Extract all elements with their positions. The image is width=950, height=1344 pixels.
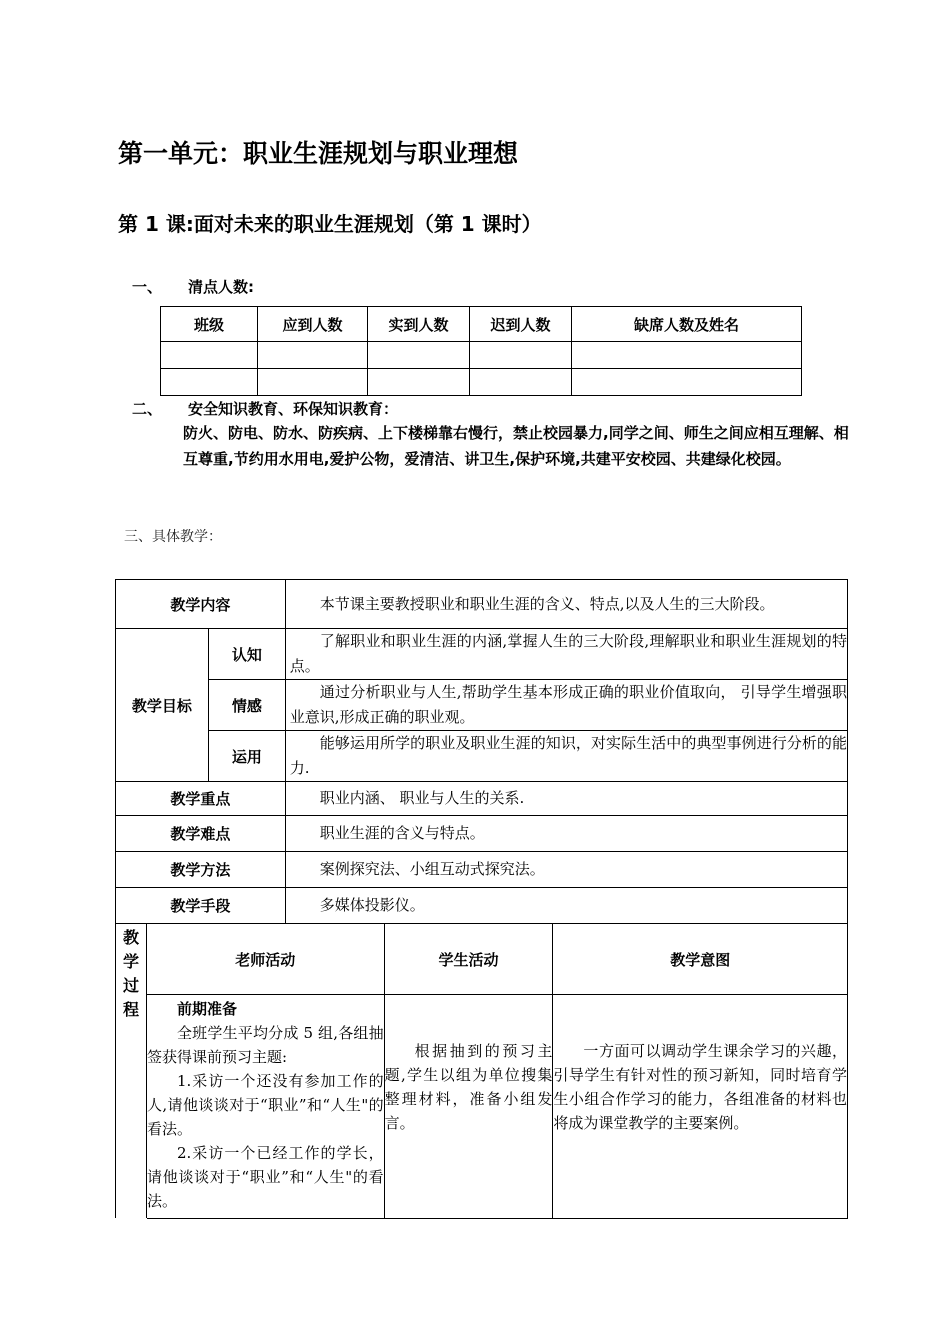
teacher-activity-p2: 1.采访一个还没有参加工作的人,请他谈谈对于“职业”和“人生"的看法。 xyxy=(146,1072,384,1138)
attendance-cell[interactable] xyxy=(572,369,802,396)
section2-number: 二、 xyxy=(132,400,163,418)
content-value: 本节课主要教授职业和职业生涯的含义、特点,以及人生的三大阶段。 xyxy=(285,580,847,629)
key-label: 教学重点 xyxy=(116,782,286,816)
content-label: 教学内容 xyxy=(116,580,286,629)
teacher-activity-title: 前期准备 xyxy=(176,1000,237,1018)
teacher-activity-header: 老师活动 xyxy=(146,924,384,995)
process-label-char: 教 xyxy=(122,928,139,947)
lesson-plan-table xyxy=(115,579,848,1219)
attendance-cell[interactable] xyxy=(161,342,258,369)
attendance-cell[interactable] xyxy=(470,369,572,396)
means-value: 多媒体投影仪。 xyxy=(285,888,847,924)
means-label: 教学手段 xyxy=(116,888,286,924)
student-activity-header: 学生活动 xyxy=(384,924,553,995)
teaching-intent-text: 一方面可以调动学生课余学习的兴趣，引导学生有针对性的预习新知，同时培育学生小组合作学习的能力，各组准备的材料也将成为课堂教学的主要案例。 xyxy=(553,1042,847,1132)
difficulty-label: 教学难点 xyxy=(116,816,286,852)
process-label-char: 学 xyxy=(122,952,139,971)
safety-content: 防火、防电、防水、防疾病、上下楼梯靠右慢行，禁止校园暴力,同学之间、师生之间应相互理解、相互尊重,节约用水用电,爱护公物，爱清洁、讲卫生,保护环境,共建平安校园、共建绿化校园。 xyxy=(183,424,849,468)
attendance-cell[interactable] xyxy=(368,369,470,396)
process-label-char: 程 xyxy=(122,1000,139,1019)
process-label-char: 过 xyxy=(122,976,139,995)
teacher-activity-p3: 2.采访一个已经工作的学长，请他谈谈对于“职业”和“人生"的看法。 xyxy=(146,1144,384,1210)
goal-text-emotion-p: 通过分析职业与人生,帮助学生基本形成正确的职业价值取向， 引导学生增强职业意识,形成正确的职业观。 xyxy=(289,683,847,726)
student-activity-text: 根据抽到的预习主题,学生以组为单位搜集整理材料，准备小组发言。 xyxy=(384,1042,553,1132)
lesson-title: 第 1 课:面对未来的职业生涯规划（第 1 课时） xyxy=(118,212,542,236)
difficulty-value: 职业生涯的含义与特点。 xyxy=(285,816,847,852)
attendance-cell[interactable] xyxy=(470,342,572,369)
attendance-table xyxy=(160,306,802,396)
attendance-header-present: 实到人数 xyxy=(368,307,470,342)
goal-label-application: 运用 xyxy=(208,731,285,782)
attendance-header-absent: 缺席人数及姓名 xyxy=(572,307,802,342)
teacher-activity-p1: 全班学生平均分成 5 组,各组抽签获得课前预习主题: xyxy=(146,1024,384,1066)
goals-label: 教学目标 xyxy=(116,629,209,782)
attendance-cell[interactable] xyxy=(161,369,258,396)
section3-label: 三、具体教学： xyxy=(124,529,222,545)
goal-text-cognition-p: 了解职业和职业生涯的内涵,掌握人生的三大阶段,理解职业和职业生涯规划的特点。 xyxy=(289,632,847,675)
section2-label: 安全知识教育、环保知识教育： xyxy=(188,400,399,418)
teaching-intent-cell xyxy=(553,995,848,1219)
attendance-cell[interactable] xyxy=(368,342,470,369)
unit-title: 第一单元：职业生涯规划与职业理想 xyxy=(118,139,519,168)
student-activity-cell xyxy=(384,995,553,1219)
attendance-header-class: 班级 xyxy=(161,307,258,342)
attendance-header-late: 迟到人数 xyxy=(470,307,572,342)
goal-label-emotion: 情感 xyxy=(208,680,285,731)
section1-number: 一、 xyxy=(132,278,163,296)
section1-label: 清点人数: xyxy=(188,278,254,296)
goal-text-emotion xyxy=(285,680,847,731)
goal-text-cognition xyxy=(285,629,847,680)
attendance-cell[interactable] xyxy=(258,369,368,396)
key-value: 职业内涵、 职业与人生的关系. xyxy=(285,782,847,816)
attendance-cell[interactable] xyxy=(572,342,802,369)
attendance-header-expected: 应到人数 xyxy=(258,307,368,342)
goal-text-application xyxy=(285,731,847,782)
attendance-cell[interactable] xyxy=(258,342,368,369)
teaching-intent-header: 教学意图 xyxy=(553,924,848,995)
goal-label-cognition: 认知 xyxy=(208,629,285,680)
method-value: 案例探究法、小组互动式探究法。 xyxy=(285,852,847,888)
teacher-activity-cell xyxy=(146,995,384,1219)
process-label xyxy=(116,924,147,1219)
goal-text-application-p: 能够运用所学的职业及职业生涯的知识，对实际生活中的典型事例进行分析的能力. xyxy=(289,734,847,777)
method-label: 教学方法 xyxy=(116,852,286,888)
